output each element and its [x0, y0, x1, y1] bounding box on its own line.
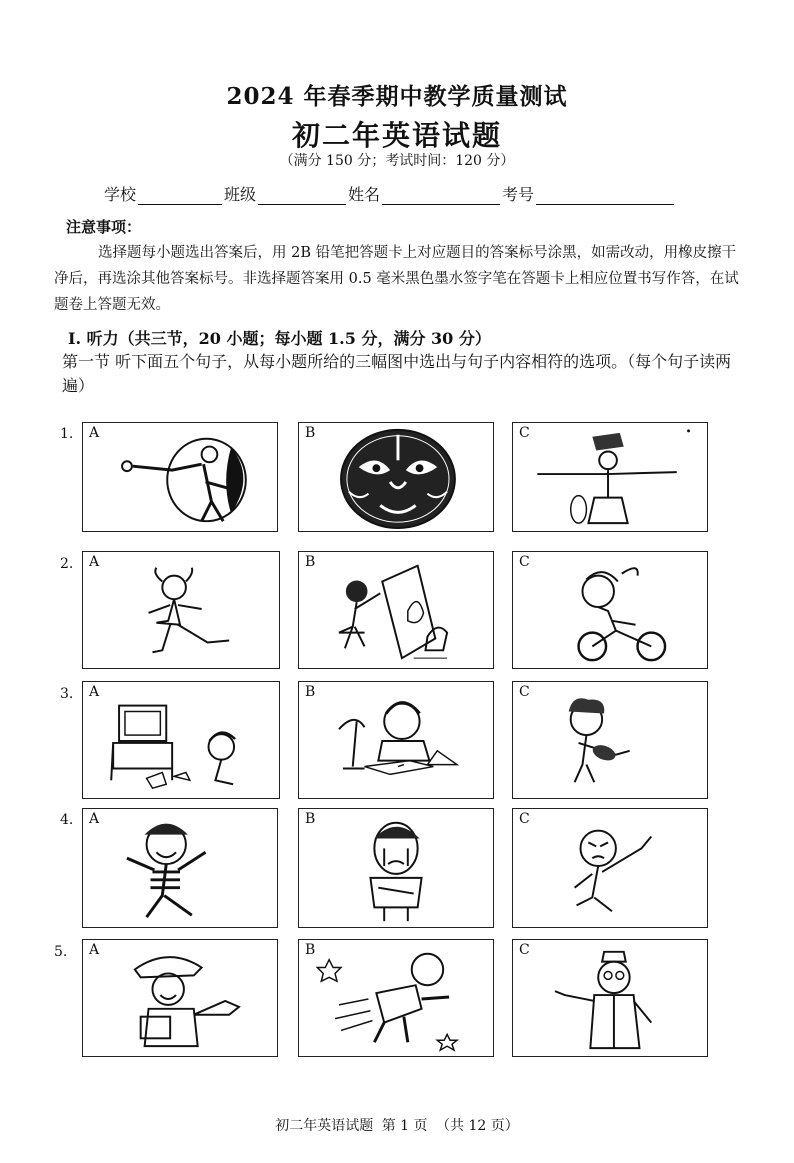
astronaut-icon	[299, 940, 493, 1056]
option-label: B	[305, 942, 316, 958]
dancing-girl-icon	[83, 552, 279, 668]
boy-violin-icon	[513, 682, 707, 798]
boy-watching-tv-icon	[83, 682, 279, 798]
option-picture[interactable]	[298, 808, 494, 928]
option-picture[interactable]	[82, 681, 280, 799]
option-label: A	[89, 942, 100, 958]
option-label: A	[89, 811, 100, 827]
option-picture[interactable]	[512, 422, 708, 532]
option-picture[interactable]	[512, 681, 708, 799]
school-label: 学校	[104, 185, 137, 204]
boy-cycling-icon	[513, 552, 707, 668]
girl-painting-icon	[299, 552, 493, 668]
option-picture[interactable]	[298, 939, 494, 1057]
option-picture[interactable]	[82, 422, 278, 532]
question-number: 5.	[54, 944, 68, 960]
option-label: C	[519, 811, 530, 827]
tai-chi-icon	[83, 423, 277, 531]
option-label: A	[89, 684, 100, 700]
exam-number-label: 考号	[502, 185, 535, 204]
subject-title: 初二年英语试题	[291, 119, 502, 152]
question-number: 2.	[60, 556, 74, 572]
option-picture[interactable]	[512, 551, 708, 669]
happy-boy-icon	[83, 809, 277, 927]
option-label: C	[519, 554, 530, 570]
opera-mask-icon	[299, 423, 493, 531]
dancer-icon	[513, 423, 707, 531]
footer-subject: 初二年英语试题	[275, 1118, 374, 1134]
boy-studying-icon	[299, 682, 493, 798]
option-label: C	[519, 684, 530, 700]
option-picture[interactable]	[298, 681, 494, 799]
question-number: 4.	[60, 812, 74, 828]
option-picture[interactable]	[512, 939, 708, 1057]
footer-page: 第 1 页	[381, 1118, 428, 1134]
school-blank[interactable]	[138, 190, 222, 205]
option-label: B	[305, 425, 316, 441]
question-number: 1.	[60, 426, 74, 442]
notice-body: 选择题每小题选出答案后，用 2B 铅笔把答题卡上对应题目的答案标号涂黑，如需改动，用橡皮擦干净后，再选涂其他答案标号。非选择题答案用 0.5 毫米黑色墨水签字笔在答题卡上相应位置书写作答，在试题卷上答题无效。	[54, 245, 739, 313]
angry-man-icon	[513, 809, 707, 927]
name-label: 姓名	[348, 185, 381, 204]
notice-title: 注意事项：	[66, 218, 142, 236]
postman-icon	[83, 940, 277, 1056]
option-label: A	[89, 554, 100, 570]
exam-number-blank[interactable]	[536, 190, 674, 205]
crying-man-icon	[299, 809, 493, 927]
option-label: C	[519, 942, 530, 958]
class-label: 班级	[224, 185, 257, 204]
class-blank[interactable]	[258, 190, 346, 205]
option-label: A	[89, 425, 100, 441]
doctor-icon	[513, 940, 707, 1056]
option-picture[interactable]	[298, 422, 494, 532]
exam-title: 2024 年春季期中教学质量测试	[226, 83, 568, 110]
option-label: B	[305, 684, 316, 700]
option-picture[interactable]	[82, 808, 278, 928]
option-label: B	[305, 811, 316, 827]
score-time-note: （满分 150 分；考试时间：120 分）	[279, 153, 515, 169]
footer-total: （共 12 页）	[436, 1118, 519, 1134]
section-instruction: 第一节 听下面五个句子，从每小题所给的三幅图中选出与句子内容相符的选项。（每个句子读两遍）	[62, 352, 732, 395]
option-picture[interactable]	[298, 551, 494, 669]
option-picture[interactable]	[82, 551, 280, 669]
option-label: C	[519, 425, 530, 441]
option-picture[interactable]	[82, 939, 278, 1057]
section-title: I. 听力（共三节，20 小题；每小题 1.5 分，满分 30 分）	[68, 329, 491, 348]
name-blank[interactable]	[382, 190, 500, 205]
option-picture[interactable]	[512, 808, 708, 928]
question-number: 3.	[60, 686, 74, 702]
student-info-line	[104, 182, 676, 205]
option-label: B	[305, 554, 316, 570]
page-footer	[0, 1115, 794, 1135]
